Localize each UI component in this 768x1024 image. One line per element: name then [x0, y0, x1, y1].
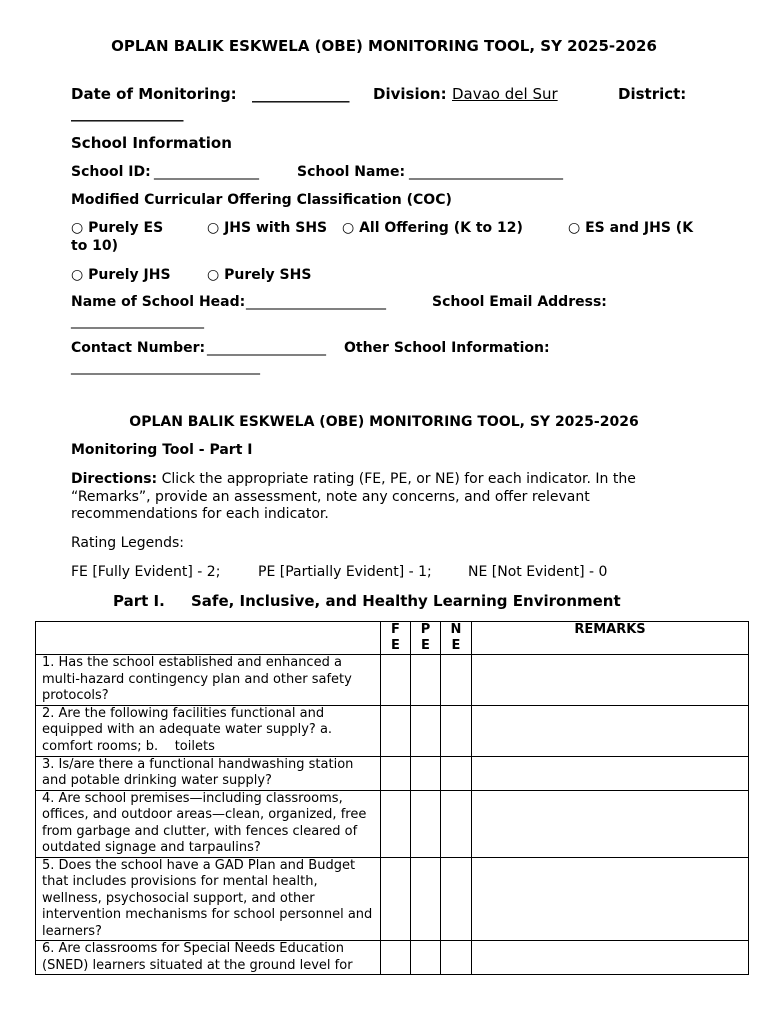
option-all-offering[interactable]: ○ All Offering (K to 12) — [342, 220, 523, 236]
fe-rating-cell[interactable] — [381, 756, 411, 790]
remarks-cell[interactable] — [472, 857, 749, 941]
directions-text-line1: Click the appropriate rating (FE, PE, or NE) for each indicator. In the — [161, 471, 636, 487]
table-row — [36, 790, 749, 857]
rating-legends-label: Rating Legends: — [71, 535, 185, 551]
legend-fe: FE [Fully Evident] - 2; — [71, 564, 221, 580]
table-row — [36, 756, 749, 790]
table-row — [36, 941, 749, 975]
form-title: OPLAN BALIK ESKWELA (OBE) MONITORING TOOL, SY 2025-2026 — [111, 37, 657, 55]
district-field[interactable]: _______________ — [71, 104, 184, 122]
fe-rating-cell[interactable] — [381, 941, 411, 975]
school-id-field[interactable]: _______________ — [154, 164, 259, 180]
ne-rating-cell[interactable] — [441, 857, 472, 941]
table-row — [36, 705, 749, 756]
indicator-text: 3. Is/are there a functional handwashing station and potable drinking water supply? — [36, 756, 381, 790]
directions-label: Directions: — [71, 471, 158, 487]
indicator-header — [36, 622, 381, 655]
date-of-monitoring-field[interactable]: _____________ — [252, 85, 350, 103]
indicator-text: 1. Has the school established and enhanced a multi-hazard contingency plan and other safety protocols? — [36, 655, 381, 706]
school-name-label: School Name: — [297, 164, 406, 180]
ne-rating-cell[interactable] — [441, 756, 472, 790]
fe-rating-cell[interactable] — [381, 655, 411, 706]
remarks-cell[interactable] — [472, 756, 749, 790]
pe-rating-cell[interactable] — [411, 857, 441, 941]
division-label: Division: — [373, 85, 447, 103]
indicator-text: 6. Are classrooms for Special Needs Education (SNED) learners situated at the ground level for — [36, 941, 381, 975]
other-info-label: Other School Information: — [344, 340, 550, 356]
pe-rating-cell[interactable] — [411, 756, 441, 790]
division-value[interactable]: Davao del Sur — [452, 85, 558, 103]
legend-pe: PE [Partially Evident] - 1; — [258, 564, 432, 580]
contact-number-field[interactable]: _________________ — [207, 340, 326, 356]
pe-rating-cell[interactable] — [411, 941, 441, 975]
pe-rating-cell[interactable] — [411, 655, 441, 706]
fe-rating-cell[interactable] — [381, 857, 411, 941]
fe-column-header: F E — [381, 622, 411, 655]
remarks-cell[interactable] — [472, 790, 749, 857]
directions — [71, 471, 636, 524]
legend-ne: NE [Not Evident] - 0 — [468, 564, 608, 580]
tool-title: OPLAN BALIK ESKWELA (OBE) MONITORING TOOL, SY 2025-2026 — [129, 414, 639, 430]
option-es-and-jhs[interactable]: ○ ES and JHS (K — [568, 220, 694, 236]
pe-rating-cell[interactable] — [411, 705, 441, 756]
remarks-cell[interactable] — [472, 655, 749, 706]
ne-rating-cell[interactable] — [441, 941, 472, 975]
remarks-cell[interactable] — [472, 705, 749, 756]
pe-column-header: P E — [411, 622, 441, 655]
option-purely-shs[interactable]: ○ Purely SHS — [207, 267, 312, 283]
option-jhs-with-shs[interactable]: ○ JHS with SHS — [207, 220, 328, 236]
school-name-field[interactable]: ______________________ — [409, 164, 563, 180]
directions-text-line2: “Remarks”, provide an assessment, note any concerns, and offer relevant — [71, 488, 590, 505]
section-number: Part I. — [113, 592, 165, 610]
pe-rating-cell[interactable] — [411, 790, 441, 857]
indicator-text: 2. Are the following facilities functional and equipped with an adequate water supply? a. comfort rooms; b. toilets — [36, 705, 381, 756]
other-info-field[interactable]: ___________________________ — [71, 359, 260, 375]
fe-rating-cell[interactable] — [381, 790, 411, 857]
table-row — [36, 857, 749, 941]
option-purely-jhs[interactable]: ○ Purely JHS — [71, 267, 171, 283]
option-es-and-jhs-cont[interactable]: to 10) — [71, 238, 119, 254]
table-header-row — [36, 622, 749, 655]
remarks-cell[interactable] — [472, 941, 749, 975]
indicator-text: 5. Does the school have a GAD Plan and Budget that includes provisions for mental health, wellness, psychosocial support, and other intervention mechanisms for school personnel and learners? — [36, 857, 381, 941]
district-label: District: — [618, 85, 687, 103]
school-head-field[interactable]: ____________________ — [246, 294, 386, 310]
school-id-label: School ID: — [71, 164, 151, 180]
date-of-monitoring-label: Date of Monitoring: — [71, 85, 237, 103]
coc-heading: Modified Curricular Offering Classification (COC) — [71, 192, 452, 208]
fe-rating-cell[interactable] — [381, 705, 411, 756]
ne-rating-cell[interactable] — [441, 705, 472, 756]
contact-number-label: Contact Number: — [71, 340, 206, 356]
section-title: Safe, Inclusive, and Healthy Learning Environment — [191, 592, 621, 610]
option-purely-es[interactable]: ○ Purely ES — [71, 220, 164, 236]
remarks-column-header: REMARKS — [472, 622, 749, 655]
monitoring-table — [35, 621, 749, 975]
ne-rating-cell[interactable] — [441, 790, 472, 857]
monitoring-part-label: Monitoring Tool - Part I — [71, 442, 253, 458]
table-row — [36, 655, 749, 706]
school-information-heading: School Information — [71, 134, 232, 152]
school-head-label: Name of School Head: — [71, 294, 246, 310]
directions-text-line3: recommendations for each indicator. — [71, 506, 329, 522]
indicator-text: 4. Are school premises—including classrooms, offices, and outdoor areas—clean, organized, free from garbage and clutter, with fences cleared of outdated signage and tarpaulins? — [36, 790, 381, 857]
school-email-label: School Email Address: — [432, 294, 607, 310]
ne-column-header: N E — [441, 622, 472, 655]
school-email-field[interactable]: ___________________ — [71, 313, 204, 329]
ne-rating-cell[interactable] — [441, 655, 472, 706]
